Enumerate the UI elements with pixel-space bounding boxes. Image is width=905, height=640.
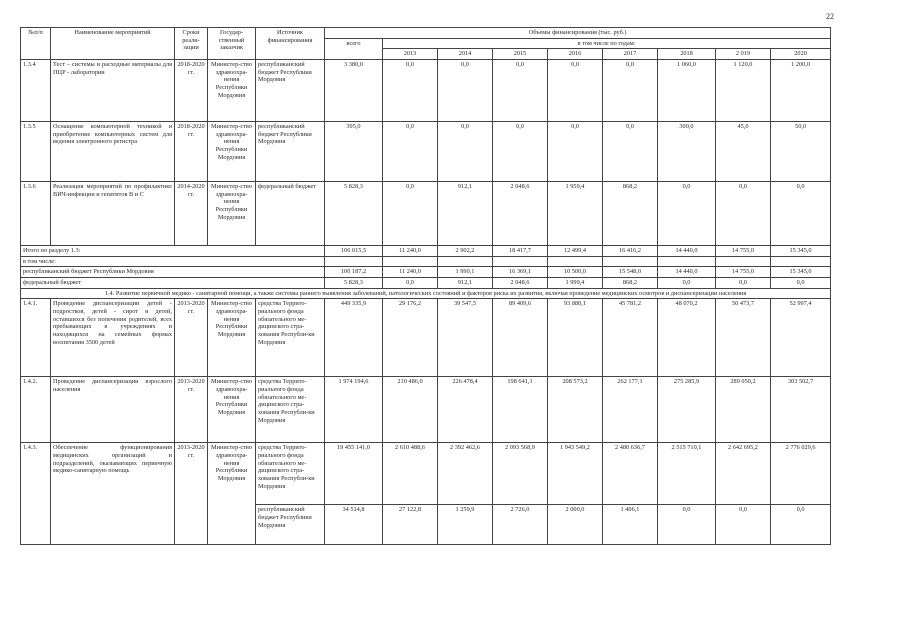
row-customer: Министер-ство здравоохра-нения Республики Мордовия [208, 299, 256, 377]
row-year-value: 2 776 029,6 [771, 443, 831, 505]
row-year-value: 0,0 [771, 182, 831, 246]
row-total: 34 514,8 [325, 505, 383, 545]
table-row [21, 299, 831, 377]
row-term: 2013-2020 гг. [175, 377, 208, 443]
row-year-value: 0,0 [658, 505, 716, 545]
row-year-value: 0,0 [493, 122, 548, 182]
rep-year-value: 16 369,1 [493, 267, 548, 278]
totals-rep-row [21, 267, 831, 278]
row-year-value: 48 070,2 [658, 299, 716, 377]
row-year-value: 2 480 636,7 [603, 443, 658, 505]
row-year-value: 0,0 [716, 182, 771, 246]
header-total: всего [325, 38, 383, 59]
totals-year-value: 2 902,2 [438, 246, 493, 257]
row-total: 449 335,9 [325, 299, 383, 377]
header-volumes: Объемы финансирования (тыс. руб.) [325, 28, 831, 39]
row-year-value: 262 177,1 [603, 377, 658, 443]
row-customer: Министер-ство здравоохра-нения Республики Мордовия [208, 122, 256, 182]
totals-label: Итого по разделу 1.3: [21, 246, 325, 257]
row-year-value: 0,0 [603, 122, 658, 182]
row-year-value: 1 943 549,2 [548, 443, 603, 505]
totals-year-value: 11 240,0 [383, 246, 438, 257]
row-year-value: 0,0 [658, 182, 716, 246]
row-term: 2014-2020 гг. [175, 182, 208, 246]
row-total: 1 974 194,6 [325, 377, 383, 443]
table-row [21, 122, 831, 182]
row-source: федеральный бюджет [256, 182, 325, 246]
row-customer: Министер-ство здравоохра-нения Республики Мордовия [208, 182, 256, 246]
row-term: 2013-2020 гг. [175, 443, 208, 545]
row-year-value: 1 406,1 [603, 505, 658, 545]
row-num: 1.4.2. [21, 377, 51, 443]
row-source: средства Террито-риального фонда обязательного ме-дицинского стра-хования Республи-ки Мордовия [256, 443, 325, 505]
row-name: Реализация мероприятий по профилактике ВИЧ-инфекции и гепатитов В и С [51, 182, 175, 246]
rep-year-value: 10 500,0 [548, 267, 603, 278]
table-row [21, 377, 831, 443]
row-year-value: 303 502,7 [771, 377, 831, 443]
row-term: 2018-2020 гг. [175, 122, 208, 182]
table-row [21, 60, 831, 122]
row-year-value: 210 486,0 [383, 377, 438, 443]
row-num: 1.4.3. [21, 443, 51, 545]
header-term: Сроки реали-зации [175, 28, 208, 60]
totals-year-value: 15 345,0 [771, 246, 831, 257]
row-total: 19 455 141,0 [325, 443, 383, 505]
row-year-value: 300,0 [658, 122, 716, 182]
row-year-value: 2 610 488,6 [383, 443, 438, 505]
year-cell: 2016 [548, 49, 603, 60]
row-year-value: 52 997,4 [771, 299, 831, 377]
row-year-value: 0,0 [438, 122, 493, 182]
row-year-value: 2 726,0 [493, 505, 548, 545]
row-year-value: 0,0 [383, 60, 438, 122]
year-cell: 2015 [493, 49, 548, 60]
row-term: 2018-2020 гг. [175, 60, 208, 122]
row-year-value: 0,0 [383, 182, 438, 246]
row-year-value: 0,0 [548, 122, 603, 182]
row-total: 5 828,3 [325, 182, 383, 246]
rep-total: 100 187,2 [325, 267, 383, 278]
fed-total: 5 828,3 [325, 278, 383, 289]
year-cell: 2020 [771, 49, 831, 60]
row-year-value: 208 573,2 [548, 377, 603, 443]
totals-year-value: 14 755,0 [716, 246, 771, 257]
row-name: Оснащение компьютерной техникой и приобретение компьютерных систем для ведения электронного регистра [51, 122, 175, 182]
row-year-value: 2 642 695,2 [716, 443, 771, 505]
totals-rep-label: республиканский бюджет Республики Мордовия [21, 267, 325, 278]
header-num: №п/п [21, 28, 51, 60]
totals-year-value: 18 417,7 [493, 246, 548, 257]
row-name: Тест – системы и расходные материалы для ПЦР - лаборатории [51, 60, 175, 122]
row-year-value: 1 060,0 [658, 60, 716, 122]
row-year-value: 0,0 [603, 60, 658, 122]
year-cell: 2017 [603, 49, 658, 60]
totals-incl-label: в том числе: [21, 256, 325, 267]
totals-fed-row [21, 278, 831, 289]
row-source: средства Террито-риального фонда обязательного ме-дицинского стра-хования Республи-ки Мордовия [256, 377, 325, 443]
header-by-years: в том числе по годам: [383, 38, 831, 49]
row-year-value: 0,0 [438, 60, 493, 122]
header-row [21, 28, 831, 39]
row-year-value: 27 122,8 [383, 505, 438, 545]
row-year-value: 0,0 [716, 505, 771, 545]
row-year-value: 0,0 [383, 122, 438, 182]
row-num: 1.3.6 [21, 182, 51, 246]
row-num: 1.3.5 [21, 122, 51, 182]
row-year-value: 0,0 [771, 505, 831, 545]
row-num: 1.4.1. [21, 299, 51, 377]
header-customer: Государ-ственный заказчик [208, 28, 256, 60]
row-year-value: 50,0 [771, 122, 831, 182]
rep-year-value: 15 345,0 [771, 267, 831, 278]
fed-year-value: 0,0 [658, 278, 716, 289]
row-year-value: 2 048,6 [493, 182, 548, 246]
year-cell: 2018 [658, 49, 716, 60]
row-year-value: 2 515 710,1 [658, 443, 716, 505]
section-heading-row [21, 288, 831, 299]
row-customer: Министер-ство здравоохра-нения Республики Мордовия [208, 377, 256, 443]
row-year-value: 226 478,4 [438, 377, 493, 443]
row-year-value: 1 200,0 [771, 60, 831, 122]
rep-year-value: 15 548,0 [603, 267, 658, 278]
fed-year-value: 0,0 [771, 278, 831, 289]
table-row [21, 443, 831, 505]
row-name: Обеспечение функционирования медицинских организаций и подразделений, оказывающих первичную медико-санитарную помощь [51, 443, 175, 545]
row-total: 3 380,0 [325, 60, 383, 122]
row-year-value: 93 880,1 [548, 299, 603, 377]
row-customer: Министер-ство здравоохра-нения Республики Мордовия [208, 60, 256, 122]
year-cell: 2014 [438, 49, 493, 60]
row-year-value: 1 259,9 [438, 505, 493, 545]
table-row [21, 182, 831, 246]
row-source: республиканский бюджет Республики Мордовия [256, 60, 325, 122]
row-total: 395,0 [325, 122, 383, 182]
totals-incl-row [21, 256, 831, 267]
row-year-value: 868,2 [603, 182, 658, 246]
totals-year-value: 14 440,0 [658, 246, 716, 257]
row-customer: Министер-ство здравоохра-нения Республики Мордовия [208, 443, 256, 545]
row-year-value: 275 285,9 [658, 377, 716, 443]
row-year-value: 39 547,5 [438, 299, 493, 377]
totals-row [21, 246, 831, 257]
row-year-value: 2 093 568,9 [493, 443, 548, 505]
fed-year-value: 868,2 [603, 278, 658, 289]
row-year-value: 198 641,1 [493, 377, 548, 443]
section-heading: 1.4. Развитие первичной медико - санитарной помощи, а также системы раннего выявления заболеваний, патологических состояний и факторов риска их развития, включая проведение медицинских осмотров и диспансеризации населения [21, 288, 831, 299]
page-number: 22 [826, 12, 834, 21]
fed-year-value: 1 999,4 [548, 278, 603, 289]
header-source: Источник финансирования [256, 28, 325, 60]
row-year-value: 45 781,2 [603, 299, 658, 377]
row-name: Проведение диспансеризации взрослого населения [51, 377, 175, 443]
row-term: 2013-2020 гг. [175, 299, 208, 377]
row-year-value: 289 050,2 [716, 377, 771, 443]
row-year-value: 1 959,4 [548, 182, 603, 246]
row-year-value: 0,0 [493, 60, 548, 122]
rep-year-value: 11 240,0 [383, 267, 438, 278]
rep-year-value: 14 755,0 [716, 267, 771, 278]
row-year-value: 2 000,0 [548, 505, 603, 545]
row-source: республиканский бюджет Республики Мордовия [256, 505, 325, 545]
totals-total: 106 015,5 [325, 246, 383, 257]
fed-year-value: 0,0 [716, 278, 771, 289]
totals-year-value: 16 416,2 [603, 246, 658, 257]
fed-year-value: 0,0 [383, 278, 438, 289]
totals-fed-label: федеральный бюджет [21, 278, 325, 289]
fed-year-value: 912,1 [438, 278, 493, 289]
rep-year-value: 14 440,0 [658, 267, 716, 278]
budget-table [20, 27, 831, 545]
row-source: средства Террито-риального фонда обязательного ме-дицинского стра-хования Республи-ки Мордовия [256, 299, 325, 377]
row-year-value: 29 176,2 [383, 299, 438, 377]
row-year-value: 912,1 [438, 182, 493, 246]
year-cell: 2013 [383, 49, 438, 60]
row-num: 1.3.4 [21, 60, 51, 122]
row-year-value: 45,0 [716, 122, 771, 182]
year-cell: 2 019 [716, 49, 771, 60]
row-year-value: 1 120,0 [716, 60, 771, 122]
fed-year-value: 2 048,6 [493, 278, 548, 289]
row-name: Проведение диспансеризации детей - подростков, детей - сирот и детей, оставшихся без попечения родителей, всех пребывающих в учреждениях и находящихся на семейных формах воспитания 3500 детей [51, 299, 175, 377]
rep-year-value: 1 990,1 [438, 267, 493, 278]
row-year-value: 50 473,7 [716, 299, 771, 377]
row-year-value: 89 409,6 [493, 299, 548, 377]
row-year-value: 0,0 [548, 60, 603, 122]
row-year-value: 2 392 462,6 [438, 443, 493, 505]
totals-year-value: 12 499,4 [548, 246, 603, 257]
header-name: Наименование мероприятий [51, 28, 175, 60]
row-source: республиканский бюджет Республики Мордовия [256, 122, 325, 182]
